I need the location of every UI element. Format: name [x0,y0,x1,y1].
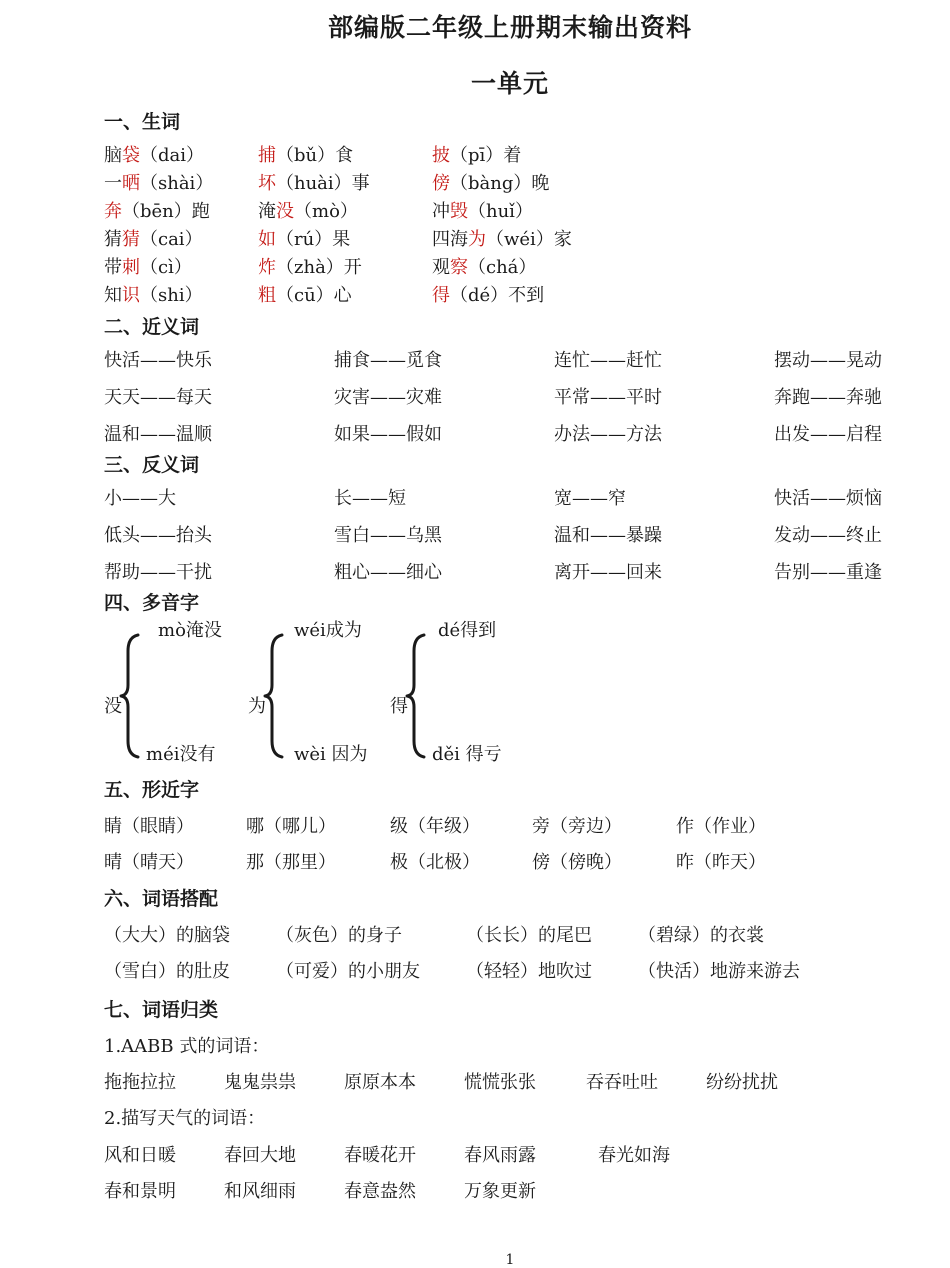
weather-word: 春风雨露 [464,1145,536,1166]
aabb-word: 原原本本 [344,1072,416,1093]
collocation-item: （灰色）的身子 [276,925,402,946]
antonym-pair: 温和——暴躁 [554,525,662,546]
antonym-pair: 小——大 [104,488,176,509]
vocab-highlight-char: 如 [258,229,276,250]
polyphone-bottom-reading: méi没有 [146,744,216,765]
antonym-pair: 低头——抬头 [104,525,212,546]
unit-title: 一单元 [470,69,549,98]
antonym-pair: 发动——终止 [774,525,882,546]
vocab-pinyin: （dé）不到 [450,285,545,306]
vocab-pinyin: （zhà）开 [276,257,362,278]
synonym-pair: 摆动——晃动 [774,350,882,371]
vocab-item [104,253,192,279]
vocab-item [432,169,549,195]
vocab-item [258,141,353,167]
vocab-highlight-char: 傍 [432,173,450,194]
vocab-pinyin: （shi） [140,285,203,306]
collocation-item: （碧绿）的衣裳 [638,925,764,946]
synonym-pair: 捕食——觅食 [334,350,442,371]
vocab-highlight-char: 刺 [122,257,140,278]
synonym-pair: 快活——快乐 [104,350,212,371]
vocab-highlight-char: 捕 [258,145,276,166]
similar-char-item: 级（年级） [390,816,480,837]
vocab-pinyin: （bàng）晚 [450,173,550,194]
vocab-item [104,169,213,195]
vocab-item [258,225,350,251]
vocab-item [104,141,204,167]
weather-label: 2.描写天气的词语： [104,1108,266,1129]
page-number: 1 [505,1252,515,1268]
vocab-pinyin: （bǔ）食 [276,145,354,166]
weather-word: 万象更新 [464,1181,536,1202]
vocab-highlight-char: 为 [468,229,486,250]
similar-char-item: 晴（晴天） [104,852,194,873]
aabb-word: 慌慌张张 [464,1072,536,1093]
similar-char-item: 作（作业） [676,816,766,837]
similar-char-item: 傍（傍晚） [532,852,622,873]
collocation-item: （快活）地游来游去 [638,961,800,982]
vocab-highlight-char: 炸 [258,257,276,278]
weather-word: 春意盎然 [344,1181,416,1202]
vocab-item [258,197,358,223]
antonym-pair: 告别——重逢 [774,562,882,583]
vocab-item [432,225,572,251]
vocab-item [104,225,203,251]
section-heading-vocab: 一、生词 [104,111,181,133]
polyphone-char: 得 [390,696,408,717]
vocab-highlight-char: 毁 [450,201,468,222]
vocab-pinyin: （mò） [294,201,358,222]
similar-char-item: 睛（眼睛） [104,816,194,837]
vocab-pinyin: （cai） [140,229,203,250]
collocation-item: （轻轻）地吹过 [466,961,592,982]
vocab-item [432,253,536,279]
vocab-prefix: 淹 [258,201,276,222]
vocab-highlight-char: 袋 [122,145,140,166]
vocab-prefix: 冲 [432,201,450,222]
synonym-pair: 平常——平时 [554,387,662,408]
collocation-item: （长长）的尾巴 [466,925,592,946]
vocab-prefix: 脑 [104,145,122,166]
vocab-prefix: 观 [432,257,450,278]
vocab-item [432,141,521,167]
vocab-pinyin: （dai） [140,145,205,166]
section-heading-similar: 五、形近字 [104,779,200,801]
similar-char-item: 极（北极） [390,852,480,873]
aabb-word: 鬼鬼祟祟 [224,1072,296,1093]
antonym-pair: 雪白——乌黑 [334,525,442,546]
vocab-prefix: 四海 [432,229,468,250]
vocab-pinyin: （pī）着 [450,145,522,166]
synonym-pair: 连忙——赶忙 [554,350,662,371]
weather-word: 春和景明 [104,1181,176,1202]
polyphone-bottom-reading: wèi 因为 [294,744,368,765]
collocation-item: （可爱）的小朋友 [276,961,420,982]
weather-word: 和风细雨 [224,1181,296,1202]
section-heading-collocations: 六、词语搭配 [104,888,219,910]
section-heading-antonyms: 三、反义词 [104,454,200,476]
synonym-pair: 办法——方法 [554,424,662,445]
vocab-pinyin: （huǐ） [468,201,533,222]
polyphone-bottom-reading: děi 得亏 [432,744,502,765]
antonym-pair: 快活——烦恼 [774,488,882,509]
brace-icon [404,633,428,759]
vocab-prefix: 一 [104,173,122,194]
similar-char-item: 那（那里） [246,852,336,873]
vocab-pinyin: （wéi）家 [486,229,572,250]
antonym-pair: 粗心——细心 [334,562,442,583]
vocab-pinyin: （cì） [140,257,192,278]
section-heading-categories: 七、词语归类 [104,999,219,1021]
vocab-item [258,253,362,279]
vocab-highlight-char: 得 [432,285,450,306]
brace-icon [118,633,142,759]
document-title: 部编版二年级上册期末输出资料 [327,13,692,42]
vocab-prefix: 猜 [104,229,122,250]
weather-word: 春回大地 [224,1145,296,1166]
vocab-item [432,197,533,223]
vocab-pinyin: （rú）果 [276,229,351,250]
similar-char-item: 昨（昨天） [676,852,766,873]
vocab-pinyin: （chá） [468,257,537,278]
vocab-highlight-char: 披 [432,145,450,166]
vocab-item [258,281,352,307]
similar-char-item: 哪（哪儿） [246,816,336,837]
weather-word: 风和日暖 [104,1145,176,1166]
antonym-pair: 帮助——干扰 [104,562,212,583]
vocab-highlight-char: 察 [450,257,468,278]
brace-icon [262,633,286,759]
vocab-prefix: 带 [104,257,122,278]
synonym-pair: 温和——温顺 [104,424,212,445]
vocab-highlight-char: 晒 [122,173,140,194]
weather-word: 春光如海 [598,1145,670,1166]
antonym-pair: 长——短 [334,488,406,509]
vocab-highlight-char: 没 [276,201,294,222]
vocab-item [104,281,203,307]
polyphone-char: 为 [248,696,266,717]
aabb-word: 纷纷扰扰 [706,1072,778,1093]
polyphone-top-reading: dé得到 [438,620,497,641]
vocab-item [104,197,210,223]
vocab-prefix: 知 [104,285,122,306]
similar-char-item: 旁（旁边） [532,816,622,837]
collocation-item: （大大）的脑袋 [104,925,230,946]
aabb-word: 吞吞吐吐 [586,1072,658,1093]
vocab-pinyin: （bēn）跑 [122,201,210,222]
section-heading-synonyms: 二、近义词 [104,316,200,338]
vocab-item [258,169,370,195]
vocab-highlight-char: 奔 [104,201,122,222]
collocation-item: （雪白）的肚皮 [104,961,230,982]
polyphone-char: 没 [104,696,122,717]
synonym-pair: 奔跑——奔驰 [774,387,882,408]
vocab-highlight-char: 粗 [258,285,276,306]
section-heading-polyphones: 四、多音字 [104,592,200,614]
vocab-pinyin: （cū）心 [276,285,352,306]
vocab-highlight-char: 坏 [258,173,276,194]
antonym-pair: 离开——回来 [554,562,662,583]
synonym-pair: 天天——每天 [104,387,212,408]
weather-word: 春暖花开 [344,1145,416,1166]
polyphone-top-reading: wéi成为 [294,620,362,641]
synonym-pair: 出发——启程 [774,424,882,445]
synonym-pair: 灾害——灾难 [334,387,442,408]
vocab-item [432,281,544,307]
vocab-highlight-char: 识 [122,285,140,306]
polyphone-top-reading: mò淹没 [158,620,222,641]
vocab-highlight-char: 猜 [122,229,140,250]
synonym-pair: 如果——假如 [334,424,442,445]
aabb-label: 1.AABB 式的词语： [104,1036,270,1057]
vocab-pinyin: （shài） [140,173,214,194]
antonym-pair: 宽——窄 [554,488,626,509]
vocab-pinyin: （huài）事 [276,173,370,194]
aabb-word: 拖拖拉拉 [104,1072,176,1093]
